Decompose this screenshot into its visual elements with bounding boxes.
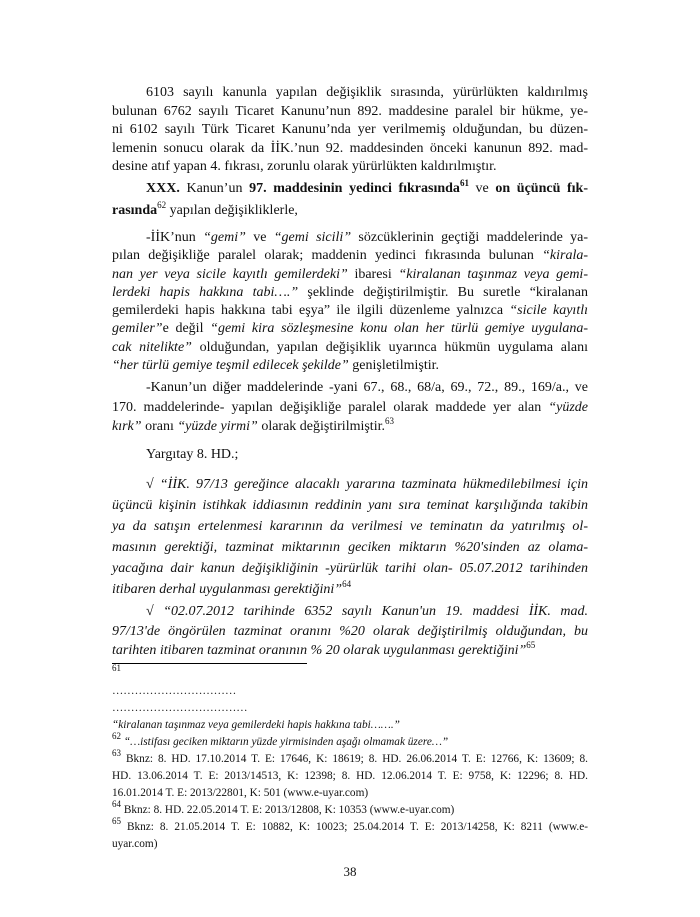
- quote-yargitay-2: [112, 602, 588, 661]
- text-line: [112, 768, 588, 785]
- text: 6103 sayılı kanunla yapılan değişiklik sırasında, yürürlükten kaldırılmış: [146, 85, 588, 100]
- text-line: [112, 799, 588, 819]
- text-line: [112, 537, 588, 558]
- text-line: [112, 121, 588, 140]
- footnote-61: [112, 663, 588, 734]
- footnote-63: [112, 748, 588, 802]
- text-line: [112, 445, 588, 465]
- italic-text: “sicile kayıtlı: [509, 303, 588, 319]
- text: bulunan 6762 sayılı Ticaret Kanunu’nun 892. maddesine paralel bir hükme, ye-: [112, 103, 588, 119]
- quote-yargitay-1: [112, 474, 588, 600]
- text: ……………………………: [112, 685, 237, 697]
- text-line: [112, 622, 588, 642]
- text-line: [112, 516, 588, 537]
- text: Kanun’un: [179, 181, 250, 196]
- text-line: [112, 663, 588, 683]
- bold-text: rasında: [112, 203, 158, 218]
- text: Bknz: 8. HD. 22.05.2014 T. E: 2013/12808, K: 10353 (www.e-uyar.com): [121, 804, 455, 816]
- text: -Kanun’un diğer maddelerinde -yani 67., 68., 68/a, 69., 72., 89., 169/a., ve: [146, 380, 588, 395]
- italic-text: “yüzde: [548, 399, 588, 415]
- text-line: [112, 785, 588, 802]
- italic-text: gemiler”: [112, 321, 163, 337]
- text-line: [112, 474, 588, 495]
- text-line: [112, 158, 588, 177]
- italic-text: “her türlü gemiye teşmil edilecek şekilde”: [112, 358, 349, 374]
- text: HD. 13.06.2014 T. E: 2013/14513, K: 12398; 8. HD. 12.06.2014 T. E: 9758, K: 12296; 8. HD.: [112, 770, 588, 782]
- text: -İİK’nun: [146, 230, 204, 245]
- italic-text: 97/13'de öngörülen tazminat oranını %20 olarak değiştirilmiş olduğundan, bu: [112, 623, 588, 639]
- text-line: [112, 178, 588, 200]
- text: ni 6102 sayılı Türk Ticaret Kanunu’nda yer verilmemiş olduğundan, bu düzen-: [112, 122, 588, 138]
- footnote-65: [112, 816, 588, 853]
- text: olarak değiştirilmiştir.: [257, 419, 385, 434]
- text-line: [112, 816, 588, 836]
- text-line: [112, 602, 588, 622]
- text-line: [112, 731, 588, 751]
- footnote-ref: 62: [157, 200, 167, 210]
- text: gemilerdeki hapis hakkına tabi eşya” ile ilgili düzenleme yalnızca: [112, 303, 510, 319]
- text: e değil: [162, 321, 211, 337]
- footnote-64: [112, 799, 588, 819]
- text-line: [112, 302, 588, 320]
- text: yapılan değişikliklerle,: [166, 203, 298, 218]
- bold-text: 97. maddesinin yedinci fıkrasında: [249, 181, 460, 196]
- text-line: [112, 641, 588, 661]
- text: ibaresi: [347, 266, 399, 282]
- italic-text: yacağına dair kanun değişikliğinin -yürürlük tarihi olan- 05.07.2012 tarihinden: [112, 561, 588, 576]
- bold-text: on üçüncü fık-: [495, 181, 589, 196]
- text-line: [112, 748, 588, 768]
- page-number: 38: [343, 864, 357, 879]
- text: şeklinde değiştirilmiştir. Bu suretle “kiralanan: [298, 284, 588, 300]
- text-line: [112, 266, 588, 284]
- text-line: [112, 339, 588, 357]
- text: sözcüklerinin geçtiği maddelerinde ya-: [351, 230, 588, 245]
- text: ………………………………: [112, 702, 248, 714]
- text-line: [112, 579, 588, 600]
- text-line: [112, 84, 588, 103]
- text: 170. maddelerinde- yapılan değişikliğe paralel olarak maddede yer alan: [112, 399, 549, 415]
- text: Bknz: 8. 21.05.2014 T. E: 10882, K: 10023; 25.04.2014 T. E: 2013/14258, K: 8211 (www.e-: [121, 821, 588, 833]
- text-line: [112, 378, 588, 398]
- footnotes: [112, 663, 588, 853]
- text-line: [112, 320, 588, 338]
- italic-text: cak nitelikte”: [112, 339, 192, 355]
- footnote-ref: 64: [112, 799, 121, 809]
- text: desine atıf yapan 4. fıkrası, zorunlu olarak yürürlükten kaldırılmıştır.: [112, 159, 497, 175]
- italic-text: itibaren derhal uygulanması gerektiğini”: [112, 582, 343, 597]
- footnote-ref: 63: [112, 748, 121, 758]
- footnote-ref: 65: [526, 640, 536, 650]
- text-line: [112, 717, 588, 734]
- footnote-ref: 61: [459, 178, 469, 188]
- bold-text: XXX.: [146, 181, 180, 196]
- italic-text: √ “02.07.2012 tarihinde 6352 sayılı Kanun'un 19. maddesi İİK. mad.: [146, 604, 588, 619]
- text: uyar.com): [112, 838, 158, 850]
- footnote-separator: [112, 663, 307, 664]
- italic-text: “gemi sicili”: [273, 230, 352, 245]
- text-line: [112, 398, 588, 418]
- text-line: [112, 247, 588, 265]
- text-line: [112, 558, 588, 579]
- text: olduğundan, yapılan değişiklik uyarınca hükmün uygulama alanı: [191, 339, 588, 355]
- text-line: [112, 140, 588, 159]
- paragraph-yargitay-heading: [112, 445, 588, 465]
- text-line: [112, 495, 588, 516]
- text-line: [112, 200, 588, 222]
- text: oranı: [141, 419, 178, 434]
- italic-text: tarihten itibaren tazminat oranının % 20 olarak uygulanması gerektiğini”: [112, 643, 527, 658]
- text-line: [112, 700, 588, 717]
- text: ve: [468, 181, 496, 196]
- text: pılan değişikliğe paralel olarak; maddenin yedinci fıkrasında bulunan: [112, 248, 543, 264]
- text-line: [112, 683, 588, 700]
- text-line: [112, 103, 588, 122]
- footnote-ref: 65: [112, 816, 121, 826]
- text: 16.01.2014 T. E: 2013/22801, K: 501 (www.e-uyar.com): [112, 787, 369, 799]
- text-line: [112, 229, 588, 247]
- italic-text: √ “İİK. 97/13 gereğince alacaklı yararına tazminata hükmedilebilmesi için: [146, 477, 588, 492]
- footnote-ref: 63: [384, 416, 394, 426]
- paragraph-yuzde-yirmi: [112, 378, 588, 437]
- paragraph-law-6103: [112, 84, 588, 177]
- text: lemenin sonucu olarak da İİK.’nun 92. maddesinden önceki kanunun 892. mad-: [112, 140, 588, 156]
- italic-text: lerdeki hapis hakkına tabi….”: [112, 284, 299, 300]
- italic-text: “kiralanan taşınmaz veya gemi-: [398, 266, 588, 282]
- italic-text: nan yer veya sicile kayıtlı gemilerdeki”: [112, 266, 348, 282]
- text-line: [112, 836, 588, 853]
- italic-text: “kirala-: [542, 248, 588, 264]
- text: Bknz: 8. HD. 17.10.2014 T. E: 17646, K: 18619; 8. HD. 26.06.2014 T. E: 12766, K: 13609; 8.: [121, 753, 588, 765]
- italic-text: “yüzde yirmi”: [177, 419, 258, 434]
- text: Yargıtay 8. HD.;: [146, 447, 239, 462]
- italic-text: ya da satışın ertelenmesi kararının da verilmesi ve teminatın da yatırılmış ol-: [112, 519, 588, 534]
- footnote-ref: 64: [342, 579, 352, 589]
- text-line: [112, 357, 588, 375]
- italic-text: kırk”: [112, 419, 142, 434]
- footnote-ref: 62: [112, 731, 121, 741]
- paragraph-xxx-article-97: [112, 178, 588, 222]
- italic-text: “…istifası geciken miktarın yüzde yirmisinden aşağı olmamak üzere…”: [121, 736, 449, 748]
- text: genişletilmiştir.: [348, 358, 439, 374]
- text-line: [112, 417, 588, 437]
- footnote-ref: 61: [112, 663, 121, 673]
- text-line: [112, 284, 588, 302]
- italic-text: “kiralanan taşınmaz veya gemilerdeki hapis hakkına tabi…….”: [112, 719, 400, 731]
- italic-text: “gemi”: [203, 230, 246, 245]
- text: ve: [245, 230, 274, 245]
- italic-text: “gemi kira sözleşmesine konu olan her türlü gemiye uygulana-: [210, 321, 588, 337]
- footnote-62: [112, 731, 588, 751]
- italic-text: üçüncü kişinin istihkak iddiasının reddinin yanı sıra teminat karşılığında takibin: [112, 498, 588, 513]
- italic-text: masının gerektiği, tazminat miktarının geciken miktarın %20'sinden az olama-: [112, 540, 588, 555]
- paragraph-iik-gemi: [112, 229, 588, 375]
